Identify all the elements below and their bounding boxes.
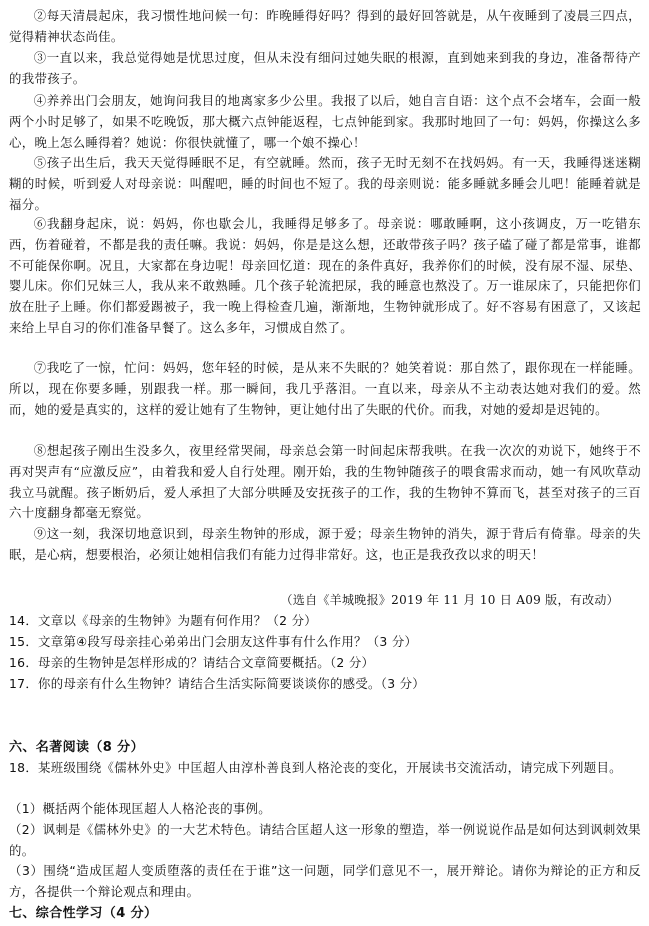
- question-15: 15．文章第④段写母亲挂心弟弟出门会朋友这件事有什么作用？（3 分）: [9, 634, 418, 649]
- paragraph-3: ③一直以来，我总觉得她是忧思过度，但从未没有细问过她失眠的根源，直到她来到我的身边，准备帮待产的我带孩子。: [9, 50, 641, 86]
- question-16: 16．母亲的生物钟是怎样形成的？请结合文章简要概括。（2 分）: [9, 655, 375, 670]
- paragraph-6: ⑥我翻身起床，说：妈妈，你也歇会儿，我睡得足够多了。母亲说：哪敢睡啊，这小孩调皮，万一吃错东西，伤着碰着，不都是我的责任嘛。我说：妈妈，你是是这么想，还敢带孩子吗？孩子磕了碰了都是常事，谁都不可能保你啊。况且，大家都在身边呢！母亲回忆道：现在的条件真好，我养你们的时候，没有尿不湿、尿垫、婴儿床。你们兄妹三人，我从来不敢熟睡。几个孩子轮流把尿，我的睡意也熬没了。万一谁尿床了，只能把你们放在肚子上睡。你们都爱踢被子，我一晚上得检查几遍，渐渐地，生物钟就形成了。好不容易有困意了，又该起来给上早自习的你们准备早餐了。这么多年，习惯成自然了。: [9, 216, 641, 335]
- paragraph-9: ⑨这一刻，我深切地意识到，母亲生物钟的形成，源于爱；母亲生物钟的消失，源于背后有倚靠。母亲的失眠，是心病，想要根治，必须让她相信我们有能力过得非常好。这，也正是我孜孜以求的明天！: [9, 526, 641, 562]
- paragraph-8: ⑧想起孩子刚出生没多久，夜里经常哭闹，母亲总会第一时间起床帮我哄。在我一次次的劝说下，她终于不再对哭声有“应激反应”，由着我和爱人自行处理。刚开始，我的生物钟随孩子的喂食需求而动，她一有风吹草动我立马就醒。孩子断奶后，爱人承担了大部分哄睡及安抚孩子的工作，我的生物钟不算而飞，甚至对孩子的三百六十度翻身都毫无察觉。: [9, 443, 641, 521]
- question-14: 14．文章以《母亲的生物钟》为题有何作用？（2 分）: [9, 613, 317, 628]
- question-18-part-1: （1）概括两个能体现匡超人人格沦丧的事例。: [9, 801, 271, 816]
- section-7-title: 七、综合性学习（4 分）: [9, 906, 158, 921]
- question-18: 18．某班级围绕《儒林外史》中匡超人由淳朴善良到人格沦丧的变化，开展读书交流活动，请完成下列题目。: [9, 760, 622, 775]
- question-18-part-2: （2）讽刺是《儒林外史》的一大艺术特色。请结合匡超人这一形象的塑造，举一例说说作品是如何达到讽刺效果的。: [9, 822, 641, 858]
- question-17: 17．你的母亲有什么生物钟？请结合生活实际简要谈谈你的感受。（3 分）: [9, 676, 425, 691]
- paragraph-5: ⑤孩子出生后，我天天觉得睡眠不足，有空就睡。然而，孩子无时无刻不在找妈妈。有一天，我睡得迷迷糊糊的时候，听到爱人对母亲说：叫醒吧，睡的时间也不短了。我的母亲则说：能多睡就多睡会儿吧！能睡着就是福分。: [9, 155, 641, 212]
- section-6-title: 六、名著阅读（8 分）: [9, 740, 144, 755]
- question-18-part-3: （3）围绕“造成匡超人变质堕落的责任在于谁”这一问题，同学们意见不一，展开辩论。请你为辩论的正方和反方，各提供一个辩论观点和理由。: [9, 863, 641, 899]
- paragraph-4: ④养养出门会朋友，她询问我目的地离家多少公里。我报了以后，她自言自语：这个点不会堵车，会面一般两个小时足够了，如果不吃晚饭，那大概六点钟能返程，七点钟能到家。我那时地回了一句：妈妈，你操这么多心，晚上怎么睡得着？她说：你很快就懂了，哪一个娘不操心！: [9, 93, 641, 150]
- source-citation: （选自《羊城晚报》2019 年 11 月 10 日 A09 版，有改动）: [280, 593, 619, 607]
- paragraph-2: ②每天清晨起床，我习惯性地问候一句：昨晚睡得好吗？得到的最好回答就是，从午夜睡到了凌晨三四点，觉得精神状态尚佳。: [9, 8, 641, 44]
- paragraph-7: ⑦我吃了一惊，忙问：妈妈，您年轻的时候，是从来不失眠的？她笑着说：那自然了，跟你现在一样能睡。所以，现在你要多睡，别跟我一样。那一瞬间，我几乎落泪。一直以来，母亲从不主动表达她对我们的爱。然而，她的爱是真实的，这样的爱让她有了生物钟，更让她付出了失眠的代价。而我，对她的爱却是迟钝的。: [9, 360, 641, 417]
